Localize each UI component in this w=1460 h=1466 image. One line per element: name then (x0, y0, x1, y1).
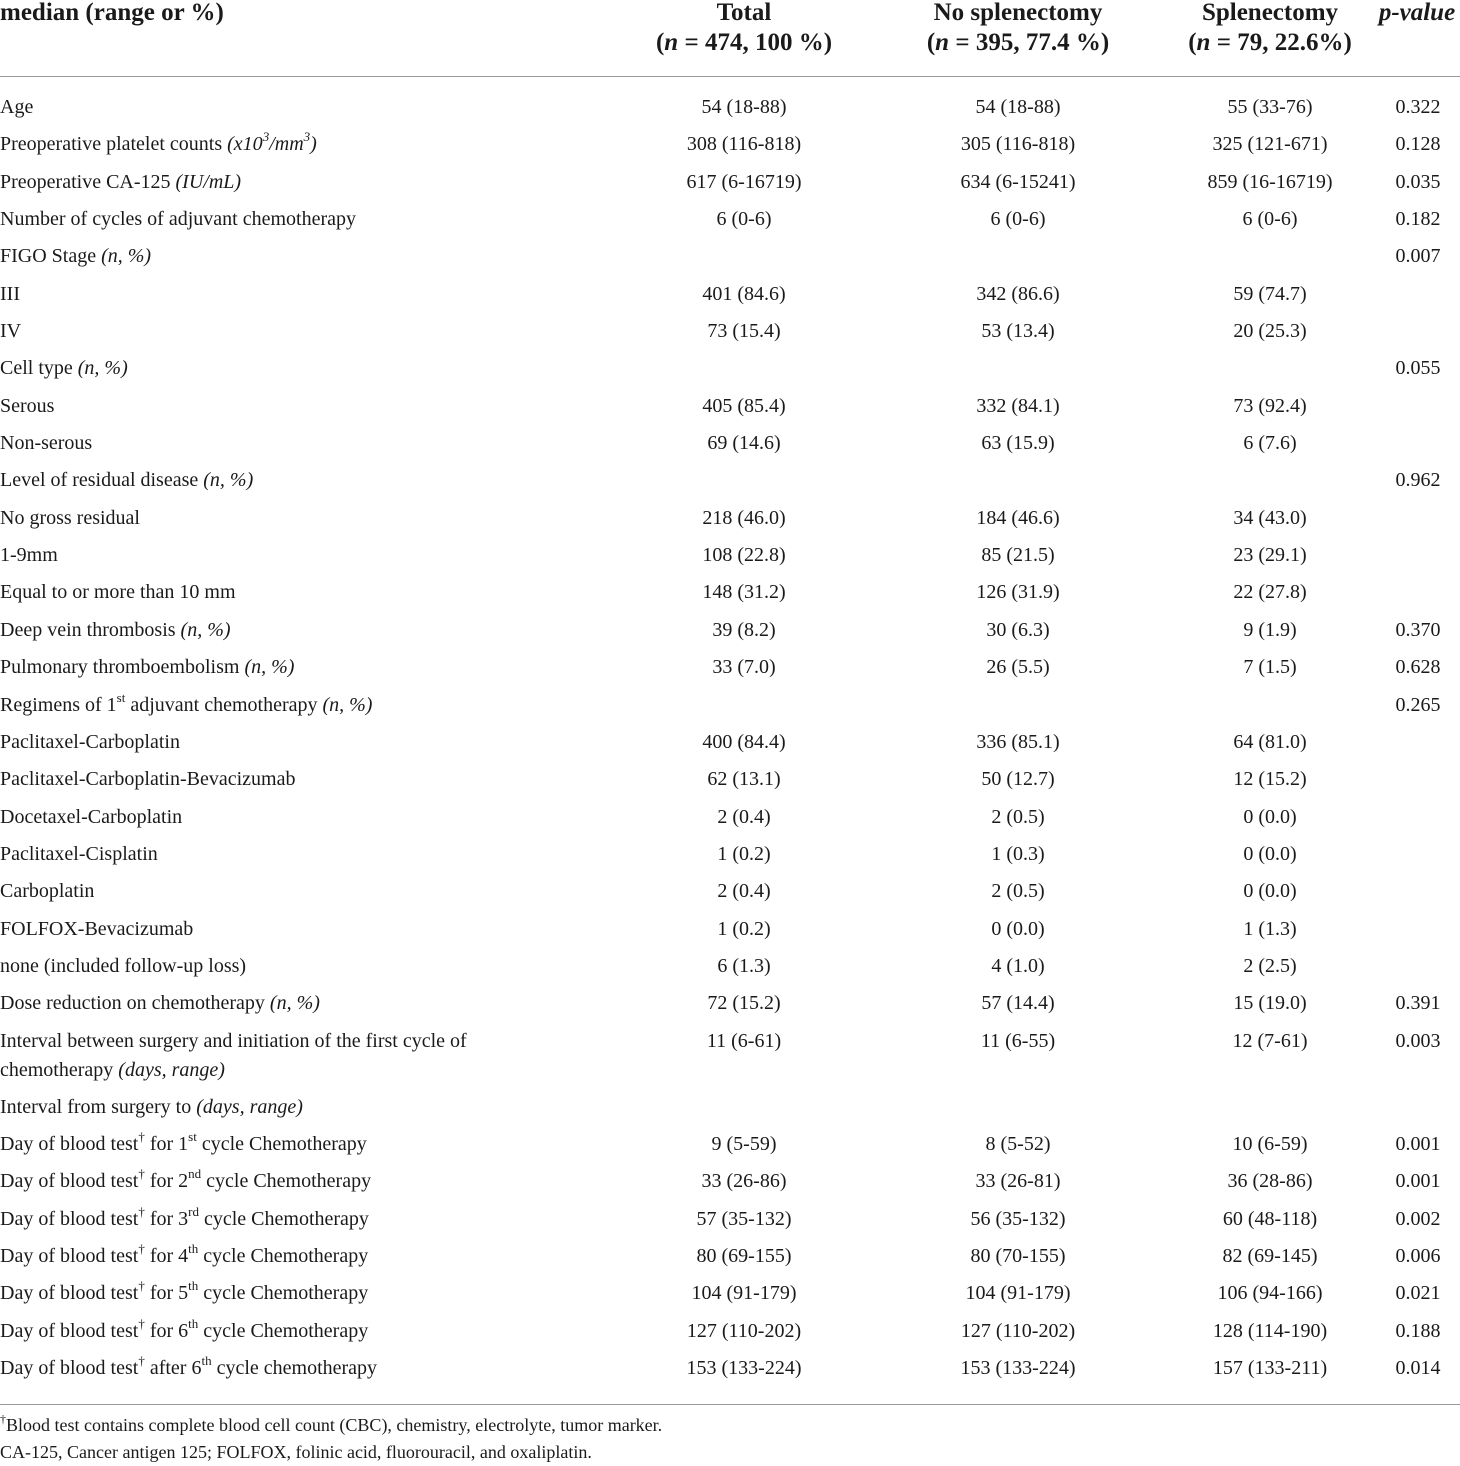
row-label: Docetaxel-Carboplatin (0, 805, 183, 828)
cell-splenectomy: 22 (27.8) (1233, 581, 1307, 604)
cell-splenectomy: 6 (0-6) (1242, 208, 1298, 231)
cell-total: 2 (0.4) (717, 805, 771, 828)
table-row (0, 1201, 1460, 1238)
row-label: Preoperative CA-125 (IU/mL) (0, 170, 242, 193)
cell-total: 72 (15.2) (707, 992, 781, 1015)
cell-pvalue: 0.188 (1395, 1319, 1441, 1342)
cell-total: 9 (5-59) (711, 1132, 777, 1155)
row-label: Pulmonary thromboembolism (n, %) (0, 656, 295, 679)
cell-no-splenectomy: 30 (6.3) (986, 618, 1050, 641)
table-row (0, 425, 1460, 462)
table-row (0, 1023, 1460, 1089)
row-label: Paclitaxel-Cisplatin (0, 842, 158, 865)
cell-no-splenectomy: 63 (15.9) (981, 432, 1055, 455)
row-label: Non-serous (0, 432, 93, 455)
row-label: Day of blood test† after 6th cycle chemotherapy (0, 1353, 378, 1379)
cell-total: 153 (133-224) (686, 1357, 802, 1379)
cell-splenectomy: 859 (16-16719) (1207, 170, 1333, 193)
cell-total: 80 (69-155) (696, 1244, 792, 1267)
cell-splenectomy: 12 (7-61) (1232, 1029, 1308, 1052)
row-label: Cell type (n, %) (0, 357, 128, 380)
table-row (0, 799, 1460, 836)
row-label: FIGO Stage (n, %) (0, 245, 152, 268)
cell-no-splenectomy: 56 (35-132) (970, 1207, 1066, 1230)
cell-splenectomy: 106 (94-166) (1217, 1282, 1323, 1305)
cell-splenectomy: 0 (0.0) (1243, 805, 1297, 828)
cell-no-splenectomy: 127 (110-202) (960, 1319, 1076, 1342)
row-label: Deep vein thrombosis (n, %) (0, 618, 231, 641)
cell-no-splenectomy: 126 (31.9) (976, 581, 1060, 604)
cell-no-splenectomy: 342 (86.6) (976, 282, 1060, 305)
row-label: Interval from surgery to (days, range) (0, 1095, 303, 1118)
cell-splenectomy: 59 (74.7) (1233, 282, 1307, 305)
cell-no-splenectomy: 4 (1.0) (991, 954, 1045, 977)
cell-splenectomy: 34 (43.0) (1233, 506, 1307, 529)
cell-no-splenectomy: 305 (116-818) (960, 133, 1076, 156)
table-row (0, 724, 1460, 761)
row-label: Preoperative platelet counts $(x10^3/mm^3)$ (0, 129, 317, 156)
header-stub: median (range or %) (0, 0, 224, 26)
header-splenectomy-title: Splenectomy (1201, 0, 1339, 26)
cell-splenectomy: 20 (25.3) (1233, 320, 1307, 343)
cell-splenectomy: 1 (1.3) (1243, 917, 1297, 940)
row-label: Regimens of 1st adjuvant chemotherapy (n, %) (0, 689, 373, 716)
table-row (0, 612, 1460, 649)
footer-divider (0, 1404, 1460, 1405)
row-label: none (included follow-up loss) (0, 954, 247, 977)
cell-pvalue: 0.128 (1395, 133, 1441, 156)
cell-no-splenectomy: 336 (85.1) (976, 730, 1060, 753)
cell-no-splenectomy: 80 (70-155) (970, 1244, 1066, 1267)
cell-total: 73 (15.4) (707, 320, 781, 343)
footnote-abbreviations: CA-125, Cancer antigen 125; FOLFOX, folinic acid, fluorouracil, and oxaliplatin. (0, 1442, 592, 1462)
header-total-n: (n = 474, 100 %) (655, 29, 833, 56)
table-row (0, 1238, 1460, 1275)
table-row (0, 238, 1460, 275)
table-row (0, 574, 1460, 611)
cell-no-splenectomy: 53 (13.4) (981, 320, 1055, 343)
cell-total: 148 (31.2) (702, 581, 786, 604)
cell-total: 617 (6-16719) (686, 170, 802, 193)
table-row (0, 1313, 1460, 1350)
cell-no-splenectomy: 54 (18-88) (975, 96, 1061, 118)
cell-no-splenectomy: 0 (0.0) (991, 917, 1045, 940)
table-row (0, 761, 1460, 798)
cell-total: 2 (0.4) (717, 880, 771, 903)
cell-splenectomy: 55 (33-76) (1227, 96, 1313, 118)
header-divider (0, 76, 1460, 77)
cell-pvalue: 0.003 (1395, 1029, 1441, 1052)
table-row (0, 1163, 1460, 1200)
cell-pvalue: 0.370 (1395, 618, 1441, 641)
cell-total: 127 (110-202) (686, 1319, 802, 1342)
cell-no-splenectomy: 104 (91-179) (965, 1282, 1071, 1305)
table-footnotes (0, 1412, 662, 1466)
cell-total: 33 (26-86) (701, 1170, 787, 1193)
header-splenectomy (1160, 0, 1380, 58)
table-row (0, 462, 1460, 499)
cell-pvalue: 0.322 (1395, 96, 1441, 118)
row-label: Day of blood test† for 3rd cycle Chemotherapy (0, 1203, 369, 1230)
table-row (0, 350, 1460, 387)
cell-splenectomy: 9 (1.9) (1243, 618, 1297, 641)
row-label: IV (0, 320, 22, 343)
footnote-blood-test: †Blood test contains complete blood cell count (CBC), chemistry, electrolyte, tumor marker. (0, 1412, 663, 1435)
row-label: Age (0, 96, 34, 118)
row-label: Day of blood test† for 4th cycle Chemotherapy (0, 1240, 369, 1267)
row-label: Paclitaxel-Carboplatin-Bevacizumab (0, 768, 296, 791)
cell-total: 39 (8.2) (712, 618, 776, 641)
cell-no-splenectomy: 184 (46.6) (976, 506, 1060, 529)
cell-total: 218 (46.0) (702, 506, 786, 529)
cell-total: 54 (18-88) (701, 96, 787, 118)
cell-splenectomy: 10 (6-59) (1232, 1132, 1308, 1155)
table-row (0, 649, 1460, 686)
cell-pvalue: 0.001 (1395, 1170, 1441, 1193)
row-label: Interval between surgery and initiation of the first cycle of chemotherapy (days, range) (0, 1029, 467, 1081)
table-row (0, 164, 1460, 201)
cell-no-splenectomy: 332 (84.1) (976, 394, 1060, 417)
cell-splenectomy: 23 (29.1) (1233, 544, 1307, 567)
cell-total: 405 (85.4) (702, 394, 786, 417)
cell-splenectomy: 128 (114-190) (1212, 1319, 1328, 1342)
row-label: Day of blood test† for 2nd cycle Chemotherapy (0, 1166, 372, 1193)
header-total-title: Total (716, 0, 772, 26)
row-label: Day of blood test† for 6th cycle Chemotherapy (0, 1315, 369, 1342)
header-no-splenectomy-n: (n = 395, 77.4 %) (926, 29, 1110, 56)
table-row (0, 985, 1460, 1022)
cell-total: 69 (14.6) (707, 432, 781, 455)
row-label: Equal to or more than 10 mm (0, 581, 236, 604)
cell-total: 11 (6-61) (706, 1029, 782, 1052)
table-row (0, 500, 1460, 537)
table-row (0, 911, 1460, 948)
cell-pvalue: 0.002 (1395, 1207, 1441, 1230)
cell-splenectomy: 60 (48-118) (1222, 1207, 1318, 1230)
cell-no-splenectomy: 6 (0-6) (990, 208, 1046, 231)
cell-splenectomy: 73 (92.4) (1233, 394, 1307, 417)
cell-pvalue: 0.014 (1395, 1357, 1441, 1379)
cell-total: 62 (13.1) (707, 768, 781, 791)
cell-pvalue: 0.391 (1395, 992, 1441, 1015)
cell-pvalue: 0.055 (1395, 357, 1441, 380)
cell-no-splenectomy: 1 (0.3) (991, 842, 1045, 865)
cell-pvalue: 0.007 (1395, 245, 1441, 268)
cell-total: 400 (84.4) (702, 730, 786, 753)
table-row (0, 89, 1460, 126)
cell-no-splenectomy: 50 (12.7) (981, 768, 1055, 791)
cell-splenectomy: 82 (69-145) (1222, 1244, 1318, 1267)
cell-pvalue: 0.021 (1395, 1282, 1441, 1305)
table-row (0, 388, 1460, 425)
header-splenectomy-n: (n = 79, 22.6%) (1188, 29, 1352, 56)
cell-splenectomy: 157 (133-211) (1212, 1357, 1328, 1379)
cell-pvalue: 0.035 (1395, 170, 1441, 193)
cell-total: 1 (0.2) (717, 917, 771, 940)
cell-total: 33 (7.0) (712, 656, 776, 679)
cell-no-splenectomy: 8 (5-52) (985, 1132, 1051, 1155)
row-label: Dose reduction on chemotherapy (n, %) (0, 992, 320, 1015)
cell-no-splenectomy: 85 (21.5) (981, 544, 1055, 567)
cell-total: 401 (84.6) (702, 282, 786, 305)
cell-no-splenectomy: 26 (5.5) (986, 656, 1050, 679)
row-label: 1-9mm (0, 544, 58, 567)
cell-splenectomy: 15 (19.0) (1233, 992, 1307, 1015)
cell-no-splenectomy: 153 (133-224) (960, 1357, 1076, 1379)
table-row (0, 836, 1460, 873)
cell-total: 308 (116-818) (686, 133, 802, 156)
cell-no-splenectomy: 2 (0.5) (991, 880, 1045, 903)
cell-total: 1 (0.2) (717, 842, 771, 865)
table-row (0, 1350, 1460, 1387)
cell-splenectomy: 64 (81.0) (1233, 730, 1307, 753)
cell-splenectomy: 325 (121-671) (1212, 133, 1328, 156)
cell-splenectomy: 6 (7.6) (1243, 432, 1297, 455)
cell-pvalue: 0.628 (1395, 656, 1441, 679)
row-label: Day of blood test† for 1st cycle Chemotherapy (0, 1128, 367, 1155)
cell-no-splenectomy: 2 (0.5) (991, 805, 1045, 828)
cell-no-splenectomy: 57 (14.4) (981, 992, 1055, 1015)
header-no-splenectomy-title: No splenectomy (933, 0, 1103, 26)
row-label: FOLFOX-Bevacizumab (0, 917, 194, 940)
table-row (0, 948, 1460, 985)
table-row (0, 687, 1460, 724)
cell-total: 108 (22.8) (702, 544, 786, 567)
cell-total: 104 (91-179) (691, 1282, 797, 1305)
row-label: Serous (0, 394, 55, 417)
table-row (0, 201, 1460, 238)
cell-pvalue: 0.001 (1395, 1132, 1441, 1155)
row-label: No gross residual (0, 506, 140, 529)
row-label: Paclitaxel-Carboplatin (0, 730, 180, 753)
cell-total: 6 (1.3) (717, 954, 771, 977)
row-label: Number of cycles of adjuvant chemotherapy (0, 208, 356, 231)
cell-pvalue: 0.006 (1395, 1244, 1441, 1267)
cell-splenectomy: 7 (1.5) (1243, 656, 1297, 679)
row-label: Day of blood test† for 5th cycle Chemotherapy (0, 1278, 369, 1305)
table-row (0, 1275, 1460, 1312)
table-row (0, 276, 1460, 313)
cell-splenectomy: 0 (0.0) (1243, 880, 1297, 903)
cell-splenectomy: 2 (2.5) (1243, 954, 1297, 977)
cell-total: 6 (0-6) (716, 208, 772, 231)
cell-no-splenectomy: 634 (6-15241) (960, 170, 1076, 193)
row-label: III (0, 282, 20, 305)
row-label: Level of residual disease (n, %) (0, 469, 254, 492)
cell-splenectomy: 0 (0.0) (1243, 842, 1297, 865)
cell-splenectomy: 12 (15.2) (1233, 768, 1307, 791)
header-total (612, 0, 876, 58)
cell-no-splenectomy: 11 (6-55) (980, 1029, 1056, 1052)
table-row (0, 1126, 1460, 1163)
cell-total: 57 (35-132) (696, 1207, 792, 1230)
row-label: Carboplatin (0, 880, 95, 903)
cell-pvalue: 0.962 (1395, 469, 1441, 492)
cell-pvalue: 0.182 (1395, 208, 1441, 231)
cell-pvalue: 0.265 (1395, 693, 1441, 716)
table-row (0, 1089, 1460, 1126)
table-body (0, 89, 1460, 1387)
header-pvalue: p-value (1378, 0, 1456, 26)
table-row (0, 537, 1460, 574)
table-row (0, 313, 1460, 350)
header-no-splenectomy (880, 0, 1156, 58)
table-row (0, 873, 1460, 910)
cell-splenectomy: 36 (28-86) (1227, 1170, 1313, 1193)
cell-no-splenectomy: 33 (26-81) (975, 1170, 1061, 1193)
table-row (0, 126, 1460, 163)
table-header (0, 0, 1460, 72)
